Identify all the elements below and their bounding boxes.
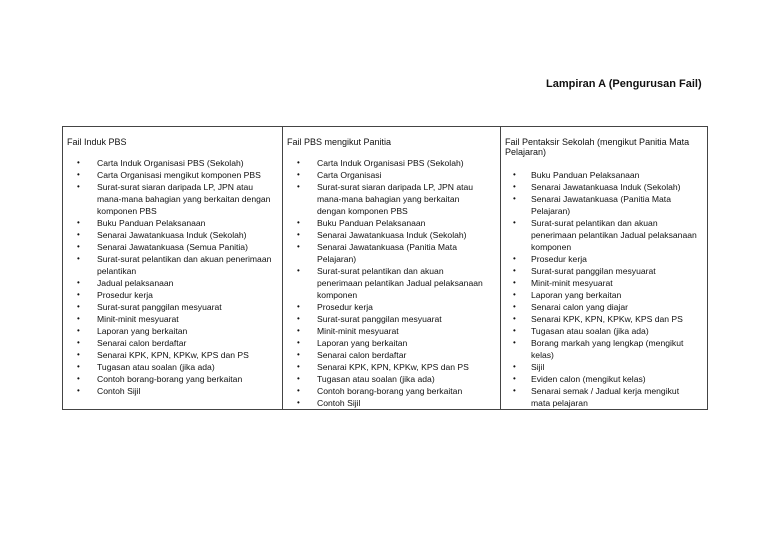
bullet-icon: • — [77, 350, 80, 359]
list-item-text: Tugasan atau soalan (jika ada) — [97, 362, 215, 372]
list-item — [287, 265, 496, 301]
bullet-icon: • — [297, 302, 300, 311]
bullet-icon: • — [297, 398, 300, 407]
list-item — [67, 181, 278, 217]
list-item-text: Carta Organisasi mengikut komponen PBS — [97, 170, 261, 180]
list-item-text: Senarai KPK, KPN, KPKw, KPS dan PS — [531, 314, 683, 324]
list-item-text: Senarai KPK, KPN, KPKw, KPS dan PS — [97, 350, 249, 360]
bullet-icon: • — [513, 182, 516, 191]
bullet-icon: • — [513, 374, 516, 383]
bullet-icon: • — [77, 254, 80, 263]
bullet-icon: • — [77, 374, 80, 383]
list-item-text: Laporan yang berkaitan — [317, 338, 408, 348]
bullet-icon: • — [513, 362, 516, 371]
list-item — [505, 385, 703, 409]
list-item-text: Contoh Sijil — [97, 386, 141, 396]
bullet-icon: • — [297, 230, 300, 239]
list-item — [505, 181, 703, 193]
list-item-text: Surat-surat siaran daripada LP, JPN atau mana-mana bahagian yang berkaitan dengan komponen PBS — [97, 182, 271, 216]
bullet-icon: • — [513, 254, 516, 263]
list-item-text: Minit-minit mesyuarat — [317, 326, 399, 336]
list-item-text: Surat-surat pelantikan dan akuan penerimaan pelantikan Jadual pelaksanaan komponen — [317, 266, 483, 300]
list-item-text: Surat-surat panggilan mesyuarat — [531, 266, 656, 276]
list-item — [287, 325, 496, 337]
list-item-text: Senarai Jawatankuasa Induk (Sekolah) — [317, 230, 467, 240]
list-item — [67, 337, 278, 349]
list-item — [287, 349, 496, 361]
list-item-text: Borang markah yang lengkap (mengikut kelas) — [531, 338, 684, 360]
list-item-text: Senarai semak / Jadual kerja mengikut mata pelajaran — [531, 386, 680, 408]
appendix-title: Lampiran A (Pengurusan Fail) — [546, 78, 702, 90]
bullet-icon: • — [297, 170, 300, 179]
list-item-text: Contoh borang-borang yang berkaitan — [317, 386, 463, 396]
bullet-icon: • — [77, 386, 80, 395]
bullet-icon: • — [513, 326, 516, 335]
list-item — [287, 361, 496, 373]
list-item-text: Minit-minit mesyuarat — [531, 278, 613, 288]
list-item-text: Contoh Sijil — [317, 398, 361, 408]
list-item — [287, 301, 496, 313]
list-item — [505, 289, 703, 301]
list-item-text: Tugasan atau soalan (jika ada) — [317, 374, 435, 384]
list-item — [505, 373, 703, 385]
bullet-icon: • — [297, 386, 300, 395]
bullet-icon: • — [297, 374, 300, 383]
bullet-icon: • — [513, 278, 516, 287]
list-item-text: Prosedur kerja — [531, 254, 587, 264]
list-item-text: Carta Organisasi — [317, 170, 382, 180]
list-item — [67, 289, 278, 301]
list-item — [287, 313, 496, 325]
bullet-icon: • — [513, 266, 516, 275]
list-item-text: Eviden calon (mengikut kelas) — [531, 374, 646, 384]
list-item-text: Surat-surat siaran daripada LP, JPN atau mana-mana bahagian yang berkaitan dengan komponen PBS — [317, 182, 474, 216]
item-list — [67, 157, 278, 397]
list-item-text: Carta Induk Organisasi PBS (Sekolah) — [317, 158, 464, 168]
list-item — [67, 313, 278, 325]
list-item — [67, 325, 278, 337]
list-item — [67, 229, 278, 241]
column-heading: Fail PBS mengikut Panitia — [287, 137, 392, 147]
bullet-icon: • — [77, 278, 80, 287]
list-item — [67, 361, 278, 373]
bullet-icon: • — [297, 314, 300, 323]
bullet-icon: • — [297, 218, 300, 227]
bullet-icon: • — [77, 242, 80, 251]
list-item-text: Tugasan atau soalan (jika ada) — [531, 326, 649, 336]
list-item — [287, 337, 496, 349]
list-item-text: Minit-minit mesyuarat — [97, 314, 179, 324]
list-item-text: Senarai Jawatankuasa (Panitia Mata Pelajaran) — [317, 242, 457, 264]
bullet-icon: • — [297, 362, 300, 371]
bullet-icon: • — [77, 326, 80, 335]
list-item-text: Senarai Jawatankuasa Induk (Sekolah) — [97, 230, 247, 240]
bullet-icon: • — [513, 290, 516, 299]
bullet-icon: • — [513, 218, 516, 227]
item-list — [287, 157, 496, 409]
list-item-text: Buku Panduan Pelaksanaan — [531, 170, 640, 180]
list-item — [287, 229, 496, 241]
list-item — [287, 385, 496, 397]
list-item-text: Surat-surat panggilan mesyuarat — [317, 314, 442, 324]
bullet-icon: • — [77, 182, 80, 191]
list-item — [287, 217, 496, 229]
list-item — [505, 217, 703, 253]
list-item — [505, 253, 703, 265]
list-item-text: Senarai Jawatankuasa (Semua Panitia) — [97, 242, 248, 252]
list-item-text: Surat-surat pelantikan dan akuan penerimaan pelantikan Jadual pelaksanaan komponen — [531, 218, 697, 252]
bullet-icon: • — [297, 350, 300, 359]
column-heading: Fail Induk PBS — [67, 137, 127, 147]
list-item — [67, 169, 278, 181]
list-item — [67, 217, 278, 229]
list-item-text: Contoh borang-borang yang berkaitan — [97, 374, 243, 384]
bullet-icon: • — [297, 326, 300, 335]
column-fail-pbs-panitia — [282, 127, 500, 409]
bullet-icon: • — [513, 302, 516, 311]
list-item — [287, 397, 496, 409]
list-item-text: Jadual pelaksanaan — [97, 278, 174, 288]
list-item-text: Surat-surat pelantikan dan akuan penerimaan pelantikan — [97, 254, 272, 276]
list-item — [67, 157, 278, 169]
bullet-icon: • — [297, 338, 300, 347]
bullet-icon: • — [513, 170, 516, 179]
bullet-icon: • — [77, 362, 80, 371]
list-item — [287, 241, 496, 265]
list-item — [505, 337, 703, 361]
list-item-text: Surat-surat panggilan mesyuarat — [97, 302, 222, 312]
item-list — [505, 169, 703, 409]
list-item-text: Senarai calon berdaftar — [97, 338, 187, 348]
bullet-icon: • — [77, 338, 80, 347]
bullet-icon: • — [297, 182, 300, 191]
column-heading: Fail Pentaksir Sekolah (mengikut Panitia Mata Pelajaran) — [505, 137, 690, 157]
list-item-text: Senarai Jawatankuasa Induk (Sekolah) — [531, 182, 681, 192]
bullet-icon: • — [77, 290, 80, 299]
list-item-text: Prosedur kerja — [97, 290, 153, 300]
bullet-icon: • — [77, 230, 80, 239]
list-item — [67, 301, 278, 313]
column-fail-pentaksir-sekolah — [500, 127, 707, 409]
list-item — [67, 385, 278, 397]
bullet-icon: • — [513, 386, 516, 395]
list-item — [505, 193, 703, 217]
list-item-text: Prosedur kerja — [317, 302, 373, 312]
list-item — [67, 241, 278, 253]
list-item-text: Sijil — [531, 362, 545, 372]
list-item — [505, 301, 703, 313]
bullet-icon: • — [77, 218, 80, 227]
bullet-icon: • — [297, 242, 300, 251]
list-item-text: Senarai Jawatankuasa (Panitia Mata Pelajaran) — [531, 194, 671, 216]
list-item-text: Senarai KPK, KPN, KPKw, KPS dan PS — [317, 362, 469, 372]
bullet-icon: • — [77, 170, 80, 179]
list-item — [287, 181, 496, 217]
list-item-text: Laporan yang berkaitan — [531, 290, 622, 300]
list-item — [505, 265, 703, 277]
bullet-icon: • — [297, 266, 300, 275]
bullet-icon: • — [513, 338, 516, 347]
list-item — [505, 313, 703, 325]
column-fail-induk-pbs — [63, 127, 282, 409]
list-item — [505, 169, 703, 181]
list-item — [67, 373, 278, 385]
file-management-table — [62, 126, 708, 410]
list-item — [287, 373, 496, 385]
list-item-text: Laporan yang berkaitan — [97, 326, 188, 336]
list-item-text: Buku Panduan Pelaksanaan — [97, 218, 206, 228]
bullet-icon: • — [77, 158, 80, 167]
list-item-text: Carta Induk Organisasi PBS (Sekolah) — [97, 158, 244, 168]
list-item — [287, 157, 496, 169]
list-item-text: Buku Panduan Pelaksanaan — [317, 218, 426, 228]
list-item-text: Senarai calon berdaftar — [317, 350, 407, 360]
list-item — [67, 277, 278, 289]
bullet-icon: • — [297, 158, 300, 167]
list-item-text: Senarai calon yang diajar — [531, 302, 628, 312]
list-item — [67, 253, 278, 277]
list-item — [505, 277, 703, 289]
list-item — [67, 349, 278, 361]
list-item — [505, 325, 703, 337]
bullet-icon: • — [513, 314, 516, 323]
bullet-icon: • — [77, 302, 80, 311]
bullet-icon: • — [77, 314, 80, 323]
list-item — [287, 169, 496, 181]
bullet-icon: • — [513, 194, 516, 203]
list-item — [505, 361, 703, 373]
